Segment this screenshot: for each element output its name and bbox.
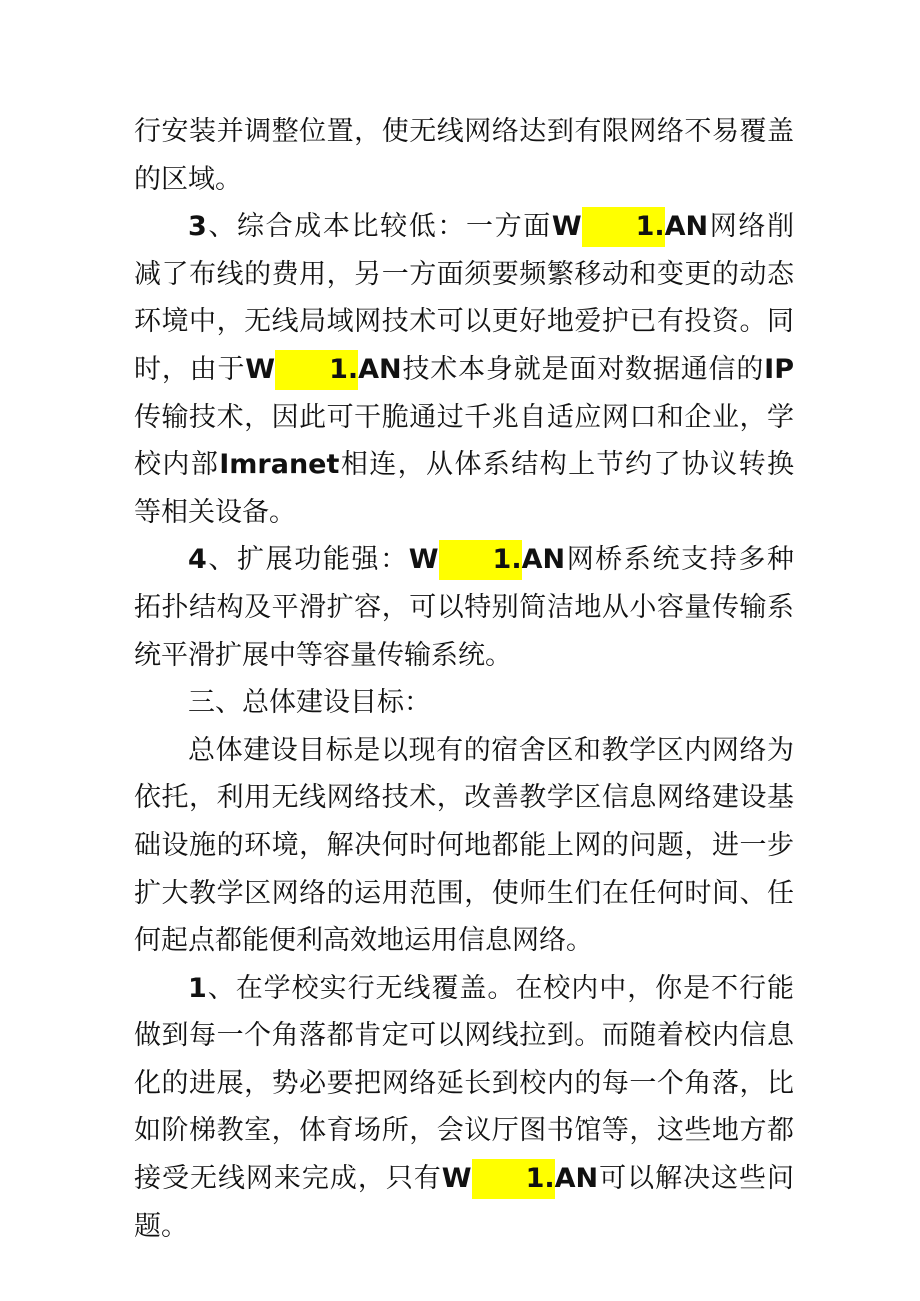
section-heading [134,679,794,727]
paragraph-text: 网络削减了布线的费用，另一方面须要频繁移动和变更的动态环境中，无线局域网技术可以更好地爱护已有投资。同时，由于 [134,211,795,385]
highlight-mark: 1. [275,350,358,390]
paragraph-text: 行安装并调整位置，使无线网络达到有限网络不易覆盖的区域。 [134,116,794,195]
paragraph-text: 、在学校实行无线覆盖。在校内中，你是不行能做到每一个角落都肯定可以网线拉到。而随着校内信息化的进展，势必要把网络延长到校内的每一个角落，比如阶梯教室，体育场所，会议厅图书馆等，这些地方都接受无线网来完成，只有 [134,972,794,1195]
highlight-mark: 1. [472,1159,555,1199]
imranet-term: Imranet [219,449,340,481]
paragraph-text: 可以解决这些问题。 [134,1163,795,1242]
paragraph-expansion [134,536,794,679]
ip-term: IP [764,353,795,385]
paragraph-goals [134,727,794,965]
paragraph-text: 传输技术，因此可干脆通过千兆自适应网口和企业，学校内部 [134,401,794,481]
wlan-term: W 1.AN [442,1163,598,1194]
paragraph-text: 网桥系统支持多种拓扑结构及平滑扩容，可以特别简洁地从小容量传输系统平滑扩展中等容量传输系统。 [134,544,795,671]
document-body [134,108,794,1250]
paragraph-continuation [134,108,794,203]
item-number: 4 [188,544,207,576]
paragraph-text: 技术本身就是面对数据通信的 [401,353,765,385]
highlight-mark: 1. [439,540,522,580]
wlan-term: W 1.AN [245,354,401,385]
paragraph-text: 、综合成本比较低：一方面 [206,211,552,243]
item-number: 3 [188,211,207,243]
paragraph-text: 相连，从体系结构上节约了协议转换等相关设备。 [134,449,795,528]
wlan-term: W 1.AN [409,544,565,575]
paragraph-text: 、扩展功能强： [206,544,409,576]
paragraph-text: 总体建设目标是以现有的宿舍区和教学区内网络为依托，利用无线网络技术，改善教学区信息网络建设基础设施的环境，解决何时何地都能上网的问题，进一步扩大教学区网络的运用范围，使师生们在任何时间、任何起点都能便利高效地运用信息网络。 [134,734,794,957]
heading-text: 三、总体建设目标： [188,687,431,719]
wlan-term: W 1.AN [552,211,708,242]
paragraph-coverage [134,965,794,1251]
item-number: 1 [188,972,207,1004]
highlight-mark: 1. [582,207,665,247]
paragraph-cost [134,203,794,536]
